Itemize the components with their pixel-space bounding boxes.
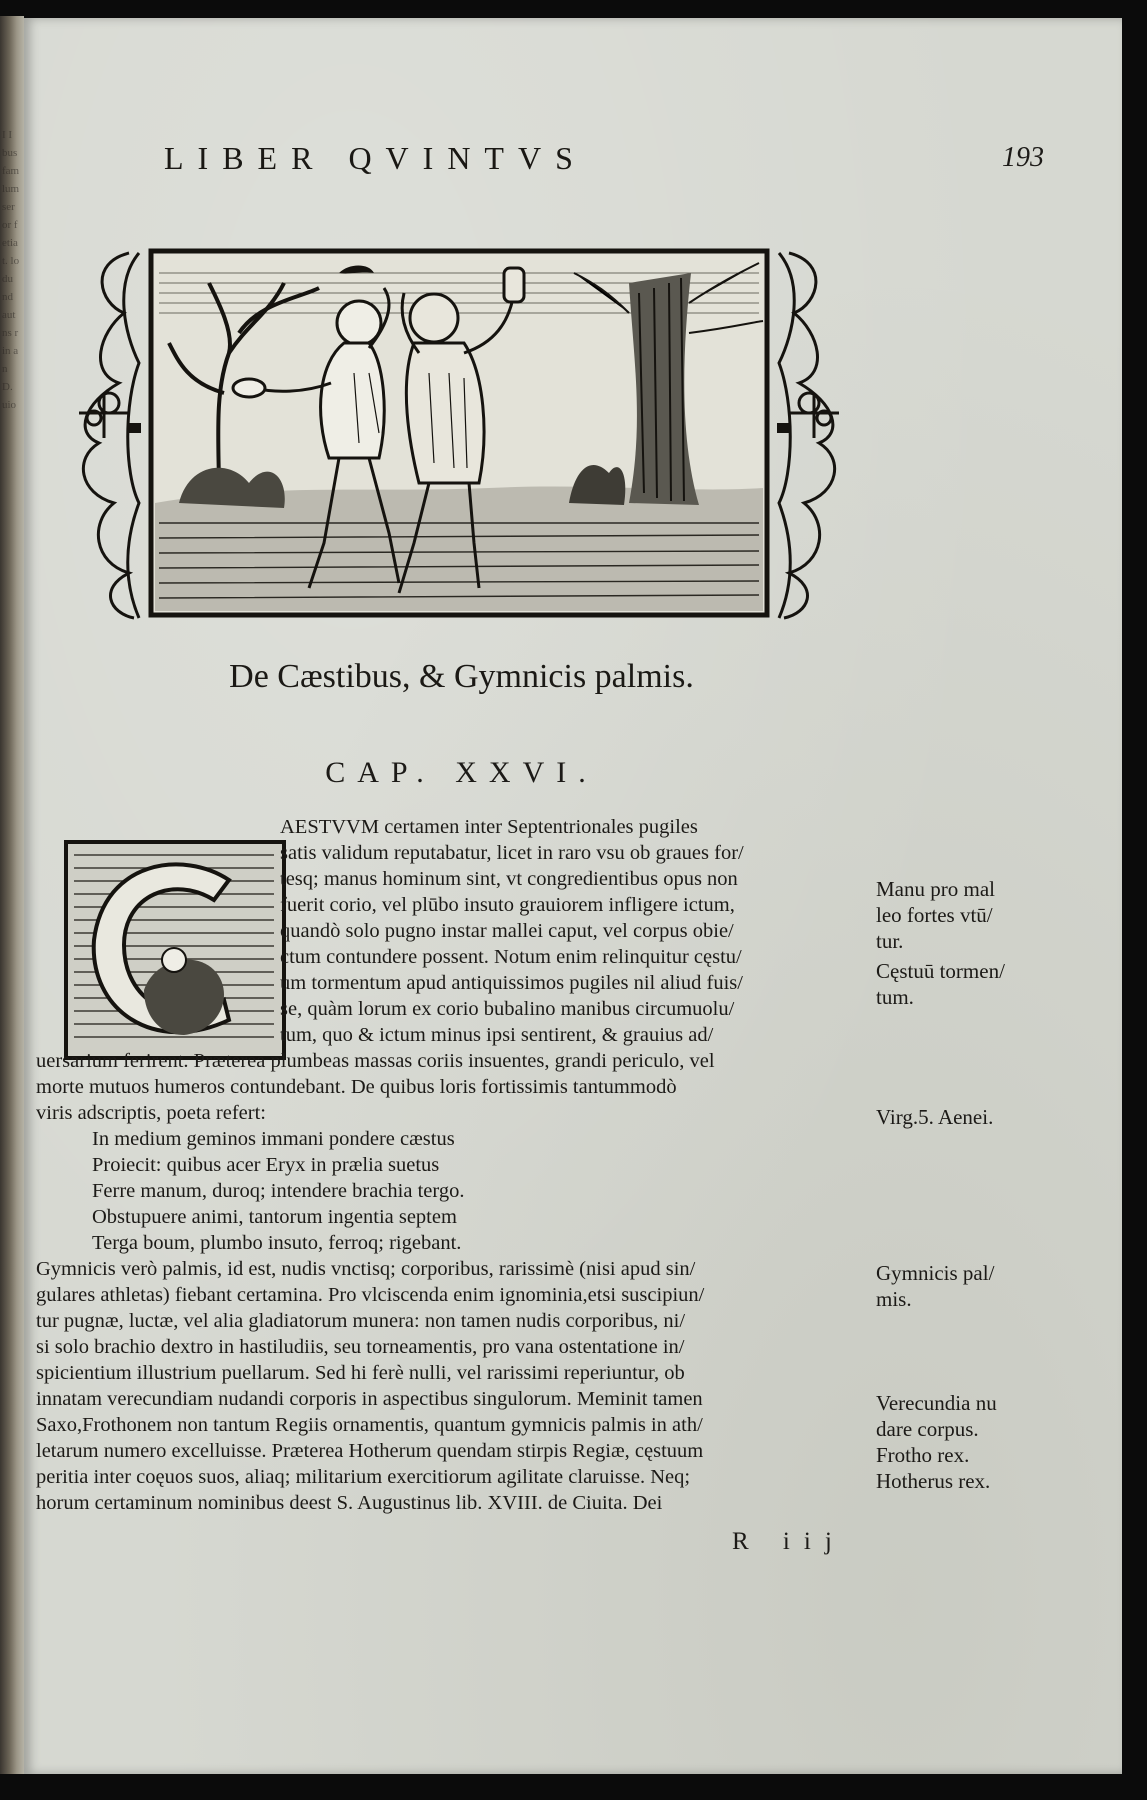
body-text-line: letarum numero excelluisse. Præterea Hotherum quendam stirpis Regiæ, cęstuum <box>36 1440 704 1462</box>
verse-line: In medium geminos immani pondere cæstus <box>92 1128 455 1150</box>
body-text-line: fuerit corio, vel plūbo insuto grauiorem infligere ictum, <box>280 894 735 916</box>
body-text-line: Saxo,Frothonem non tantum Regiis ornamentis, quantum gymnicis palmis in ath/ <box>36 1414 703 1436</box>
body-text-line: innatam verecundiam nudandi corporis in aspectibus singulorum. Meminit tamen <box>36 1388 703 1410</box>
body-text-line: tum, quo & ictum minus ipsi sentirent, & grauius ad/ <box>280 1024 714 1046</box>
decorated-initial-letter-c <box>64 840 286 1060</box>
verse-line: Terga boum, plumbo insuto, ferroq; rigebant. <box>92 1232 462 1254</box>
body-text-line: ctum contundere possent. Notum enim relinquitur cęstu/ <box>280 946 742 968</box>
book-page <box>24 18 1122 1774</box>
body-text-line: Gymnicis verò palmis, id est, nudis vnctisq; corporibus, rarissimè (nisi apud sin/ <box>36 1258 696 1280</box>
page-number: 193 <box>1002 142 1044 173</box>
body-text-line: um tormentum apud antiquissimos pugiles nil aliud fuis/ <box>280 972 743 994</box>
margin-note: dare corpus. <box>876 1417 979 1441</box>
margin-note: Hotherus rex. <box>876 1469 991 1493</box>
margin-note: Virg.5. Aenei. <box>876 1105 994 1129</box>
margin-note: tum. <box>876 985 914 1009</box>
verse-line: Proiecit: quibus acer Eryx in prælia suetus <box>92 1154 440 1176</box>
chapter-number: CAP. XXVI. <box>325 756 598 789</box>
verse-line: Ferre manum, duroq; intendere brachia tergo. <box>92 1180 465 1202</box>
chapter-title: De Cæstibus, & Gymnicis palmis. <box>229 658 694 695</box>
body-text-line: morte mutuos humeros contundebant. De quibus loris fortissimis tantummodò <box>36 1076 677 1098</box>
margin-note: Manu pro mal <box>876 877 995 901</box>
margin-note: Gymnicis pal/ <box>876 1261 995 1285</box>
body-text-line: peritia inter coęuos suos, aliaq; militarium exercitiorum agilitate claruisse. Neq; <box>36 1466 691 1488</box>
margin-note: Cęstuū tormen/ <box>876 959 1005 983</box>
body-text-line: AESTVVM certamen inter Septentrionales pugiles <box>280 816 698 838</box>
signature-mark: R iij <box>732 1528 846 1555</box>
adjacent-page-fragment: I I bus fam lum ser or f etia t. lo du nd aut ns rin an D. uio <box>2 129 20 411</box>
running-head-title: LIBER QVINTVS <box>164 140 587 176</box>
running-head <box>164 140 1044 180</box>
body-text-line: gulares athletas) fiebant certamina. Pro vlciscenda enim ignominia,etsi suscipiun/ <box>36 1284 705 1306</box>
margin-note: leo fortes vtū/ <box>876 903 993 927</box>
woodcut-boxers-illustration <box>69 243 849 623</box>
margin-note: Verecundia nu <box>876 1391 997 1415</box>
body-text-line: horum certaminum nominibus deest S. Augustinus lib. XVIII. de Ciuita. Dei <box>36 1492 663 1514</box>
margin-note: Frotho rex. <box>876 1443 970 1467</box>
body-text-line: viris adscriptis, poeta refert: <box>36 1102 266 1124</box>
body-text-line: quandò solo pugno instar mallei caput, vel corpus obie/ <box>280 920 734 942</box>
margin-note: tur. <box>876 929 904 953</box>
verse-line: Obstupuere animi, tantorum ingentia septem <box>92 1206 457 1228</box>
body-text-line: uersarium ferirent. Præterea plumbeas massas coriis insuentes, grandi periculo, vel <box>36 1050 715 1072</box>
body-text-line: satis validum reputabatur, licet in raro vsu ob graues for/ <box>280 842 744 864</box>
body-text-line: tesq; manus hominum sint, vt congredientibus opus non <box>280 868 738 890</box>
body-text-line: tur pugnæ, luctæ, vel alia gladiatorum munera: non tamen nudis corporibus, ni/ <box>36 1310 686 1332</box>
margin-note: mis. <box>876 1287 912 1311</box>
body-text-line: se, quàm lorum ex corio bubalino manibus circumuolu/ <box>280 998 735 1020</box>
book-spine-edge <box>0 16 24 1774</box>
body-text-line: spicientium illustrium puellarum. Sed hi ferè nulli, vel rarissimi reperiuntur, ob <box>36 1362 685 1384</box>
body-text-line: si solo brachio dextro in hastiludiis, seu torneamentis, pro vana ostentatione in/ <box>36 1336 685 1358</box>
